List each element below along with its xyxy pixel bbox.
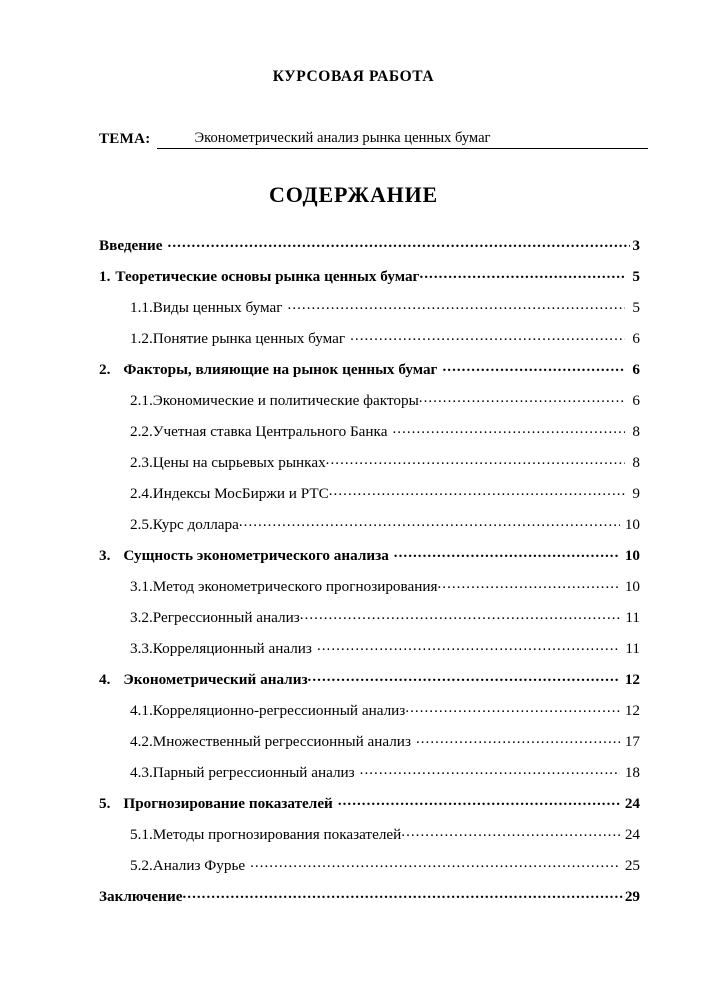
toc-leader-dots (442, 359, 625, 376)
toc-entry[interactable] (99, 516, 640, 547)
toc-entry-page-number: 18 (624, 764, 640, 781)
toc-leader-dots (300, 607, 621, 624)
toc-entry[interactable] (99, 826, 640, 857)
toc-entry-number: 5. (99, 795, 111, 812)
toc-entry-label: Факторы, влияющие на рынок ценных бумаг (123, 361, 438, 378)
toc-entry-label: Введение (99, 237, 163, 254)
toc-entry-label: Понятие рынка ценных бумаг (152, 330, 346, 347)
toc-entry-label: Цены на сырьевых рынках (152, 454, 326, 471)
toc-entry-number: 3.2. (130, 609, 153, 626)
topic-underline (157, 128, 649, 149)
toc-entry-page-number: 25 (624, 857, 640, 874)
toc-entry-page-number: 3 (632, 237, 640, 254)
toc-entry[interactable] (99, 330, 640, 361)
toc-leader-dots (437, 576, 619, 593)
toc-entry-page-number: 8 (632, 454, 640, 471)
toc-entry[interactable] (99, 454, 640, 485)
toc-entry[interactable] (99, 640, 640, 671)
toc-entry-label: Регрессионный анализ (152, 609, 300, 626)
toc-leader-dots (419, 266, 625, 283)
toc-leader-dots (317, 638, 620, 655)
toc-leader-dots (182, 886, 624, 903)
toc-entry-page-number: 6 (632, 361, 640, 378)
toc-entry[interactable] (99, 795, 640, 826)
toc-leader-dots (288, 297, 625, 314)
toc-entry-label: Парный регрессионный анализ (152, 764, 355, 781)
toc-entry[interactable] (99, 733, 640, 764)
toc-entry-number: 5.2. (130, 857, 153, 874)
toc-entry-page-number: 9 (632, 485, 640, 502)
toc-leader-dots (392, 421, 625, 438)
toc-entry[interactable] (99, 547, 640, 578)
toc-entry[interactable] (99, 764, 640, 795)
toc-entry-number: 5.1. (130, 826, 153, 843)
toc-entry-number: 3.3. (130, 640, 153, 657)
toc-entry-number: 2.4. (130, 485, 153, 502)
toc-entry-page-number: 8 (632, 423, 640, 440)
toc-entry-page-number: 10 (624, 578, 640, 595)
toc-leader-dots (394, 545, 620, 562)
toc-entry-label: Индексы МосБиржи и РТС (152, 485, 329, 502)
contents-heading: СОДЕРЖАНИЕ (269, 182, 438, 207)
toc-entry-label: Корреляционный анализ (152, 640, 312, 657)
document-title: КУРСОВАЯ РАБОТА (272, 68, 435, 85)
toc-entry-label: Эконометрический анализ (123, 671, 308, 688)
table-of-contents (99, 237, 640, 919)
toc-entry-number: 2.5. (130, 516, 153, 533)
toc-entry[interactable] (99, 485, 640, 516)
toc-entry-number: 3. (99, 547, 111, 564)
toc-entry-page-number: 10 (624, 516, 640, 533)
toc-entry-number: 1. (99, 268, 111, 285)
toc-entry-number: 2.2. (130, 423, 153, 440)
toc-entry-label: Методы прогнозирования показателей (152, 826, 402, 843)
toc-entry-label: Корреляционно-регрессионный анализ (152, 702, 406, 719)
toc-leader-dots (416, 731, 620, 748)
toc-entry-number: 3.1. (130, 578, 153, 595)
toc-entry-page-number: 17 (624, 733, 640, 750)
toc-entry[interactable] (99, 237, 640, 268)
toc-leader-dots (360, 762, 620, 779)
toc-entry-label: Курс доллара (152, 516, 239, 533)
toc-entry-number: 4.3. (130, 764, 153, 781)
toc-entry[interactable] (99, 268, 640, 299)
toc-entry-label: Виды ценных бумаг (152, 299, 283, 316)
toc-entry-page-number: 10 (624, 547, 640, 564)
toc-entry-label: Заключение (99, 888, 183, 905)
topic-row (99, 128, 648, 149)
toc-leader-dots (250, 855, 620, 872)
toc-entry-page-number: 24 (624, 826, 640, 843)
toc-entry[interactable] (99, 361, 640, 392)
toc-entry-number: 2. (99, 361, 111, 378)
toc-entry-page-number: 12 (624, 702, 640, 719)
toc-entry[interactable] (99, 888, 640, 919)
toc-entry[interactable] (99, 423, 640, 454)
toc-entry-label: Множественный регрессионный анализ (152, 733, 411, 750)
toc-entry-number: 4. (99, 671, 111, 688)
toc-entry-label: Метод эконометрического прогнозирования (152, 578, 438, 595)
toc-entry-page-number: 24 (624, 795, 640, 812)
toc-leader-dots (401, 824, 620, 841)
toc-entry-number: 2.3. (130, 454, 153, 471)
toc-entry-label: Учетная ставка Центрального Банка (152, 423, 388, 440)
toc-entry-number: 2.1. (130, 392, 153, 409)
toc-entry-number: 4.1. (130, 702, 153, 719)
topic-value: Эконометрический анализ рынка ценных бумаг (194, 130, 491, 146)
toc-leader-dots (338, 793, 620, 810)
toc-entry-number: 1.2. (130, 330, 153, 347)
toc-entry-page-number: 11 (625, 640, 640, 657)
toc-entry-label: Сущность эконометрического анализа (123, 547, 389, 564)
toc-entry[interactable] (99, 857, 640, 888)
toc-leader-dots (326, 452, 625, 469)
toc-leader-dots (350, 328, 625, 345)
toc-entry[interactable] (99, 609, 640, 640)
toc-entry-page-number: 6 (632, 392, 640, 409)
toc-leader-dots (239, 514, 620, 531)
toc-entry-page-number: 5 (632, 299, 640, 316)
toc-leader-dots (419, 390, 625, 407)
toc-entry-number: 4.2. (130, 733, 153, 750)
toc-leader-dots (168, 235, 630, 252)
toc-leader-dots (405, 700, 620, 717)
toc-entry[interactable] (99, 671, 640, 702)
toc-entry-page-number: 29 (624, 888, 640, 905)
toc-entry-page-number: 6 (632, 330, 640, 347)
toc-leader-dots (329, 483, 625, 500)
toc-entry[interactable] (99, 578, 640, 609)
topic-label: ТЕМА: (99, 131, 151, 147)
toc-leader-dots (308, 669, 620, 686)
toc-entry[interactable] (99, 392, 640, 423)
toc-entry-label: Анализ Фурье (152, 857, 246, 874)
toc-entry[interactable] (99, 299, 640, 330)
toc-entry-label: Прогнозирование показателей (123, 795, 333, 812)
toc-entry-number: 1.1. (130, 299, 153, 316)
toc-entry-page-number: 11 (625, 609, 640, 626)
toc-entry-label: Экономические и политические факторы (152, 392, 419, 409)
toc-entry-page-number: 5 (632, 268, 640, 285)
toc-entry-page-number: 12 (624, 671, 640, 688)
toc-entry[interactable] (99, 702, 640, 733)
toc-entry-label: Теоретические основы рынка ценных бумаг (115, 268, 420, 285)
